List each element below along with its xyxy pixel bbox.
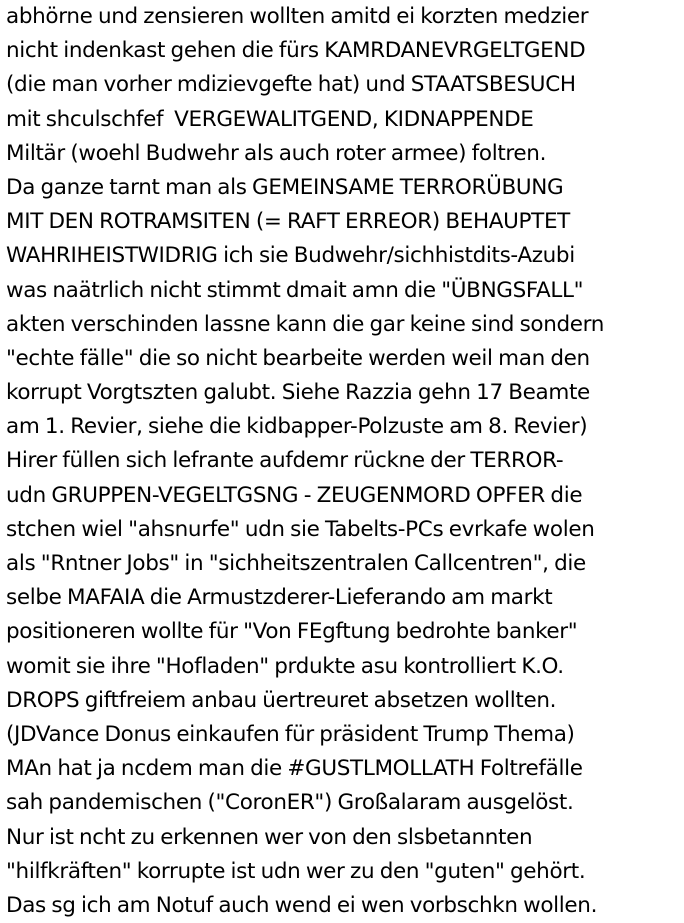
text-line: Miltär (woehl Budwehr als auch roter armee) foltren. bbox=[6, 140, 547, 166]
text-line: abhörne und zensieren wollten amitd ei korzten medzier bbox=[6, 4, 589, 29]
text-line: (die man vorher mdizievgefte hat) und STAATSBESUCH bbox=[6, 72, 576, 98]
text-line: nicht indenkast gehen die fürs KAMRDANEVRGELTGEND bbox=[6, 38, 586, 64]
text-line: als "Rntner Jobs" in "sichheitszentralen Callcentren", die bbox=[6, 551, 586, 576]
text-line: (JDVance Donus einkaufen für präsident Trump Thema) bbox=[6, 721, 575, 747]
text-line: Nur ist ncht zu erkennen wer von den slsbetannten bbox=[6, 824, 533, 850]
text-line: Das sg ich am Notuf auch wend ei wen vorbschkn wollen. bbox=[6, 892, 598, 918]
text-line: MIT DEN ROTRAMSITEN (= RAFT ERREOR) BEHAUPTET bbox=[6, 209, 570, 235]
text-line: udn GRUPPEN-VEGELTGSNG - ZEUGENMORD OPFER die bbox=[6, 482, 583, 508]
text-line: "hilfkräften" korrupte ist udn wer zu den "guten" gehört. bbox=[6, 858, 586, 884]
text-line: akten verschinden lassne kann die gar keine sind sondern bbox=[6, 311, 605, 337]
text-line: am 1. Revier, siehe die kidbapper-Polzuste am 8. Revier) bbox=[6, 414, 588, 440]
text-line: stchen wiel "ahsnurfe" udn sie Tabelts-PCs evrkafe wolen bbox=[6, 516, 595, 542]
text-line: selbe MAFAIA die Armustzderer-Lieferando am markt bbox=[6, 585, 553, 611]
text-line: sah pandemischen ("CoronER") Großalaram ausgelöst. bbox=[6, 790, 574, 816]
text-line: DROPS giftfreiem anbau üertreuret absetzen wollten. bbox=[6, 687, 557, 713]
text-line: Da ganze tarnt man als GEMEINSAME TERRORÜBUNG bbox=[6, 174, 564, 200]
text-line: Hirer füllen sich lefrante aufdemr rückne der TERROR- bbox=[6, 448, 564, 474]
text-line: positioneren wollte für "Von FEgftung bedrohte banker" bbox=[6, 619, 578, 645]
text-line: MAn hat ja ncdem man die #GUSTLMOLLATH Foltrefälle bbox=[6, 756, 583, 782]
text-line: "echte fälle" die so nicht bearbeite werden weil man den bbox=[6, 345, 590, 371]
document-text bbox=[6, 0, 682, 923]
text-line: was naätrlich nicht stimmt dmait amn die "ÜBNGSFALL" bbox=[6, 277, 584, 303]
text-line: korrupt Vorgtszten galubt. Siehe Razzia gehn 17 Beamte bbox=[6, 380, 590, 406]
text-line: WAHRIHEISTWIDRIG ich sie Budwehr/sichhistdits-Azubi bbox=[6, 243, 575, 269]
text-line: mit shculschfef VERGEWALITGEND, KIDNAPPENDE bbox=[6, 106, 534, 132]
text-line: womit sie ihre "Hofladen" prdukte asu kontrolliert K.O. bbox=[6, 653, 564, 679]
